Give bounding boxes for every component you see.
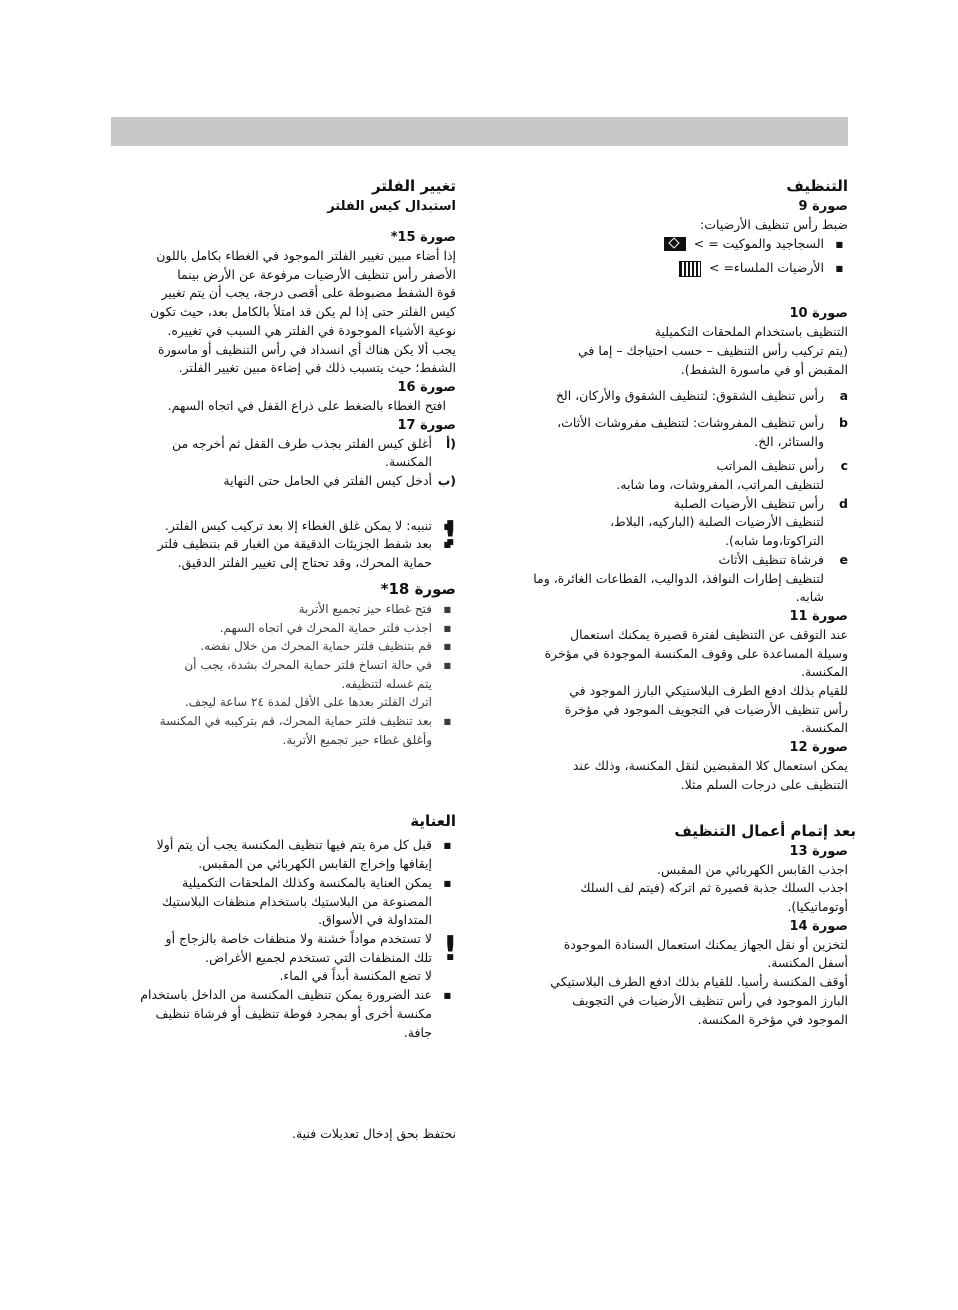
text-line: الموجود في مؤخرة المكنسة. [697,1011,848,1027]
text-line: كيس الفلتر حتى إذا لم يكن قد امتلأ بالكامل بعد، حيث تكون [149,304,456,320]
accessory-b [508,414,848,451]
hard-floor-icon [679,261,701,277]
after-cleaning-title: بعد إتمام أعمال التنظيف [674,821,856,840]
text-line: المصنوعة من البلاستيك باستخدام منظفات البلاستيك [162,893,432,909]
bag-title: استبدال كيس الفلتر [327,199,456,214]
text-line: المقبض أو في ماسورة الشفط). [680,361,848,377]
fig16-label: صورة 16 [397,379,456,395]
list-item [126,600,456,619]
care-item [126,836,456,873]
text-line: اجذب القابس الكهربائي من المقبس. [656,861,848,877]
fig9-item-carpet [508,235,848,254]
care-warning [126,930,456,986]
fig9-item-hard-floor [508,259,848,278]
text-line: أوقف المكنسة رأسيا. للقيام بذلك ادفع الطرف البلاستيكي [550,974,848,990]
fig12-text [508,757,848,794]
footer-note: نحتفظ بحق إدخال تعديلات فنية. [291,1126,456,1141]
text-line: ■ في حالة اتساخ فلتر حماية المحرك بشدة، يجب أن [184,657,432,672]
text-line: يمكن استعمال كلا المقبضين لنقل المكنسة، وذلك عند [572,758,848,774]
text-line: المكنسة. [384,454,432,470]
text-line: نوعية الأشياء الموجودة في الفلتر هي السبب في تغييره. [167,322,456,338]
text-line: رأس تنظيف المفروشات: لتنظيف مفروشات الأثاث، [557,414,824,430]
accessory-a [508,387,848,406]
text-line: إيقافها وإخراج القابس الكهربائي من المقبس. [198,856,432,872]
accessory-c [508,457,848,494]
text-line: وأغلق غطاء حيز تجميع الأتربة. [282,732,432,747]
text-line: ■ تنبيه: لا يمكن غلق الغطاء إلا بعد تركيب كيس الفلتر. [164,517,432,533]
fig10-text [508,323,848,379]
list-marker: b [839,414,848,430]
text-line: شابه. [795,589,824,605]
text-line: أدخل كيس الفلتر في الحامل حتى النهاية [223,473,432,489]
text-line: إذا أضاء مبين تغيير الفلتر الموجود في الغطاء بكامل باللون [156,248,456,263]
care-title: العناية [410,812,456,831]
text-line: اترك الفلتر بعدها على الأقل لمدة ٢٤ ساعة ليجف. [184,695,432,710]
text-line: حماية المحرك، وقد تحتاج إلى تغيير الفلتر الدقيق. [177,555,432,571]
text-line: المكنسة. [800,720,848,736]
text-line: اجذب السلك جذبة قصيرة ثم اتركه (فيتم لف السلك [580,880,848,896]
accessory-e [508,551,848,607]
warning-bullet [126,517,456,536]
text-line: لتنظيف إطارات النوافذ، الدواليب، القطاعات الغائرة، وما [533,570,824,586]
fig17-label: صورة 17 [397,417,456,433]
text-line: تلك المنظفات التي تستخدم لجميع الأغراض. [205,949,432,965]
fig11-text [508,626,848,738]
text-line: عند التوقف عن التنظيف لفترة قصيرة يمكنك استعمال [570,626,848,642]
list-marker: a [839,388,848,404]
text-line: التنظيف على درجات السلم مثلا. [680,776,848,792]
care-item [126,874,456,930]
list-item [126,619,456,638]
text-line: ■ قم بتنظيف فلتر حماية المحرك من خلال نفضه. [200,639,432,654]
text-line: يجب ألا يكن هناك أي انسداد في رأس التنظيف أو ماسورة [158,341,456,357]
text-line: لا تضع المكنسة أبداً في الماء. [279,968,432,984]
header-bar [111,117,848,146]
cleaning-column [508,176,856,1029]
text-line: رأس تنظيف الأرضيات الصلبة [673,495,824,511]
text-line: قوة الشفط مضبوطة على أقصى درجة، يجب أن يتم تغيير [161,285,456,301]
text-line: لتخزين أو نقل الجهاز يمكنك استعمال السنادة الموجودة [563,936,848,952]
fig16-text: افتح الغطاء بالضغط على ذراع القفل في اتجاه السهم. [167,397,446,413]
fig18-list [126,600,456,750]
accessory-d [508,495,848,551]
fig15-label: صورة 15* [390,230,456,245]
text-line: رأس تنظيف المراتب [716,458,824,474]
text-line: جافة. [403,1024,432,1040]
text-line: لتنظيف الأرضيات الصلبة (الباركيه، البلاط، [610,514,824,530]
fig9-item-label: الأرضيات الملساء= > [709,260,824,276]
text-line: المتداولة في الأسواق. [318,912,432,928]
text-line: الشفط؛ حيث يتسبب ذلك في إضاءة مبين تغيير الفلتر. [178,360,456,376]
filter-warning [126,513,458,573]
text-line: أغلق كيس الفلتر بجذب طرف القفل ثم أخرجه من [171,435,432,451]
text-line: يتم غسله لتنظيفه. [341,676,432,691]
fig15-text [126,247,456,378]
text-line: رأس تنظيف الشقوق: لتنظيف الشقوق والأركان، الخ [555,388,824,404]
text-line: رأس تنظيف الأرضيات في التجويف الموجود في مؤخرة [564,701,848,717]
text-line: ■ فتح غطاء حيز تجميع الأتربة [298,601,432,616]
list-marker: d [839,495,848,511]
text-line: وسيلة المساعدة على وقوف المكنسة الموجودة في مؤخرة [544,645,848,661]
list-marker: e [839,551,848,567]
filter-title: تغيير الفلتر [371,177,456,195]
fig13-label: صورة 13 [789,843,848,859]
fig18-label: صورة 18* [380,579,456,598]
list-item [126,693,456,712]
text-line: الأصفر رأس تنظيف الأرضيات مرفوعة عن الأرض بينما [177,266,456,282]
text-line: البارز الموجود في رأس تنظيف الأرضيات في التجويف [572,992,848,1008]
text-line: مكنسة أخرى أو بمجرد فوطة تنظيف أو فرشاة تنظيف [155,1005,432,1021]
text-line: ■ اجذب فلتر حماية المحرك في اتجاه السهم. [219,620,432,635]
text-line: لتنظيف المراتب، المفروشات، وما شابه. [616,477,824,493]
text-line: ■ قبل كل مرة يتم فيها تنظيف المكنسة يجب أن يتم أولا [156,837,432,853]
warning-icon: ! [442,928,458,969]
list-marker: أ) [445,435,456,451]
text-line: التنظيف باستخدام الملحقات التكميلية [654,324,848,340]
text-line: فرشاة تنظيف الأثاث [718,551,824,567]
fig10-label: صورة 10 [789,306,848,322]
fig9-item-label: السجاجيد والموكيت = > [693,235,824,251]
carpet-icon [664,237,686,251]
list-marker: c [840,458,848,474]
fig17-item-a [126,435,456,472]
list-marker: ب) [437,473,456,489]
warning-bullet [126,535,456,572]
fig12-label: صورة 12 [789,740,848,756]
warning-icon: ! [442,513,458,554]
text-line: ■ بعد شفط الجزيئات الدقيقة من الغبار قم بتنظيف فلتر [157,536,432,552]
text-line: (يتم تركيب رأس التنظيف – حسب احتياجك – إما في [578,342,848,358]
text-line: أوتوماتيكيا). [787,898,848,914]
text-line: المكنسة. [800,664,848,680]
text-line: ■ عند الضرورة يمكن تنظيف المكنسة من الداخل باستخدام [140,987,432,1003]
fig13-text [508,861,848,917]
care-item [126,986,456,1042]
list-item [126,656,456,693]
text-line: للقيام بذلك ادفع الطرف البلاستيكي البارز الموجود في [569,683,848,699]
fig9-text: ضبط رأس تنظيف الأرضيات: [700,217,848,232]
text-line: لا تستخدم مواداً خشنة ولا منظفات خاصة بالزجاج أو [165,930,432,946]
text-line: ■ بعد تنظيف فلتر حماية المحرك، قم بتركيبه في المكنسة [159,714,432,729]
text-line: التراكوتا،وما شابه). [725,533,824,549]
fig17-item-b [126,472,456,491]
cleaning-title: التنظيف [786,177,848,195]
text-line: والستائر، الخ. [754,433,824,449]
filter-column [126,176,456,1042]
fig14-text [508,936,848,1030]
fig14-label: صورة 14 [789,918,848,934]
list-item [126,637,456,656]
fig9-label: صورة 9 [798,199,848,214]
text-line: ■ يمكن العناية بالمكنسة وكذلك الملحقات التكميلية [182,874,432,890]
text-line: أسفل المكنسة. [767,955,848,971]
fig11-label: صورة 11 [789,608,848,624]
list-item [126,712,456,749]
